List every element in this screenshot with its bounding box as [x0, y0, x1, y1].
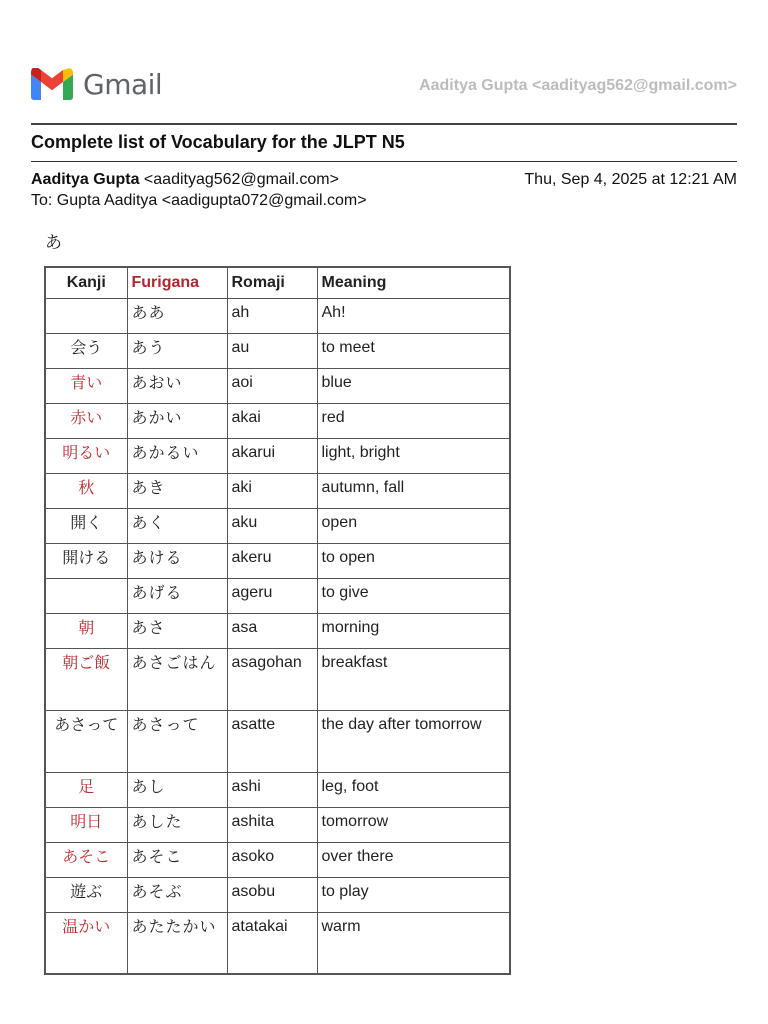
romaji-cell: aku — [227, 508, 317, 543]
meaning-cell: leg, foot — [317, 772, 510, 807]
table-row — [45, 648, 510, 710]
kanji-cell — [45, 298, 127, 333]
kanji-cell: 赤い — [45, 403, 127, 438]
meaning-cell: to meet — [317, 333, 510, 368]
recipient-line: To: Gupta Aaditya <aadigupta072@gmail.com> — [31, 192, 367, 209]
romaji-cell: asagohan — [227, 648, 317, 710]
header-divider — [31, 123, 737, 125]
table-row — [45, 508, 510, 543]
romaji-cell: aki — [227, 473, 317, 508]
kanji-cell: 明るい — [45, 438, 127, 473]
furigana-cell: あした — [127, 807, 227, 842]
table-row — [45, 842, 510, 877]
furigana-cell: あそぶ — [127, 877, 227, 912]
furigana-cell: あそこ — [127, 842, 227, 877]
email-subject: Complete list of Vocabulary for the JLPT N5 — [31, 132, 405, 152]
meaning-cell: to give — [317, 578, 510, 613]
section-heading: あ — [45, 233, 62, 253]
table-row — [45, 333, 510, 368]
table-row — [45, 438, 510, 473]
table-row — [45, 368, 510, 403]
table-row — [45, 877, 510, 912]
vocabulary-table — [44, 266, 511, 975]
furigana-cell: あげる — [127, 578, 227, 613]
gmail-header — [31, 66, 737, 106]
romaji-cell: atatakai — [227, 912, 317, 974]
romaji-cell: asatte — [227, 710, 317, 772]
meaning-cell: warm — [317, 912, 510, 974]
table-row — [45, 710, 510, 772]
furigana-cell: あかい — [127, 403, 227, 438]
sender-name: Aaditya Gupta — [31, 171, 140, 188]
header-furigana: Furigana — [127, 267, 227, 298]
kanji-cell: 朝 — [45, 613, 127, 648]
meaning-cell: morning — [317, 613, 510, 648]
subject-divider — [31, 161, 737, 162]
furigana-cell: あさ — [127, 613, 227, 648]
furigana-cell: ああ — [127, 298, 227, 333]
furigana-cell: あたたかい — [127, 912, 227, 974]
furigana-cell: あさって — [127, 710, 227, 772]
account-label: Aaditya Gupta <aadityag562@gmail.com> — [419, 77, 737, 94]
romaji-cell: asobu — [227, 877, 317, 912]
furigana-cell: あおい — [127, 368, 227, 403]
meaning-cell: light, bright — [317, 438, 510, 473]
furigana-cell: あし — [127, 772, 227, 807]
meaning-cell: red — [317, 403, 510, 438]
kanji-cell: 開く — [45, 508, 127, 543]
furigana-cell: あかるい — [127, 438, 227, 473]
romaji-cell: akai — [227, 403, 317, 438]
furigana-cell: あさごはん — [127, 648, 227, 710]
gmail-wordmark: Gmail — [83, 68, 163, 101]
meaning-cell: tomorrow — [317, 807, 510, 842]
kanji-cell: 会う — [45, 333, 127, 368]
meaning-cell: open — [317, 508, 510, 543]
kanji-cell: 足 — [45, 772, 127, 807]
romaji-cell: aoi — [227, 368, 317, 403]
romaji-cell: ageru — [227, 578, 317, 613]
kanji-cell: 秋 — [45, 473, 127, 508]
header-kanji: Kanji — [45, 267, 127, 298]
table-row — [45, 578, 510, 613]
romaji-cell: ah — [227, 298, 317, 333]
sender-email: <aadityag562@gmail.com> — [143, 171, 339, 188]
kanji-cell: 青い — [45, 368, 127, 403]
meaning-cell: over there — [317, 842, 510, 877]
kanji-cell: 朝ご飯 — [45, 648, 127, 710]
kanji-cell — [45, 578, 127, 613]
vocabulary-rows — [45, 298, 510, 974]
furigana-cell: あける — [127, 543, 227, 578]
romaji-cell: ashita — [227, 807, 317, 842]
meaning-cell: to open — [317, 543, 510, 578]
romaji-cell: akeru — [227, 543, 317, 578]
kanji-cell: 遊ぶ — [45, 877, 127, 912]
table-row — [45, 403, 510, 438]
romaji-cell: akarui — [227, 438, 317, 473]
sender-line — [31, 171, 339, 189]
kanji-cell: あさって — [45, 710, 127, 772]
meaning-cell: to play — [317, 877, 510, 912]
table-row — [45, 298, 510, 333]
table-row — [45, 807, 510, 842]
kanji-cell: 温かい — [45, 912, 127, 974]
kanji-cell: あそこ — [45, 842, 127, 877]
meaning-cell: autumn, fall — [317, 473, 510, 508]
header-romaji: Romaji — [227, 267, 317, 298]
kanji-cell: 開ける — [45, 543, 127, 578]
kanji-cell: 明日 — [45, 807, 127, 842]
meaning-cell: the day after tomorrow — [317, 710, 510, 772]
meaning-cell: breakfast — [317, 648, 510, 710]
table-row — [45, 912, 510, 974]
gmail-logo-icon — [31, 68, 73, 100]
furigana-cell: あく — [127, 508, 227, 543]
meaning-cell: blue — [317, 368, 510, 403]
table-row — [45, 772, 510, 807]
email-date: Thu, Sep 4, 2025 at 12:21 AM — [524, 171, 737, 188]
table-row — [45, 543, 510, 578]
furigana-cell: あう — [127, 333, 227, 368]
romaji-cell: ashi — [227, 772, 317, 807]
table-header-row — [45, 267, 510, 298]
romaji-cell: asa — [227, 613, 317, 648]
meaning-cell: Ah! — [317, 298, 510, 333]
table-row — [45, 473, 510, 508]
romaji-cell: au — [227, 333, 317, 368]
furigana-cell: あき — [127, 473, 227, 508]
romaji-cell: asoko — [227, 842, 317, 877]
header-meaning: Meaning — [317, 267, 510, 298]
table-row — [45, 613, 510, 648]
